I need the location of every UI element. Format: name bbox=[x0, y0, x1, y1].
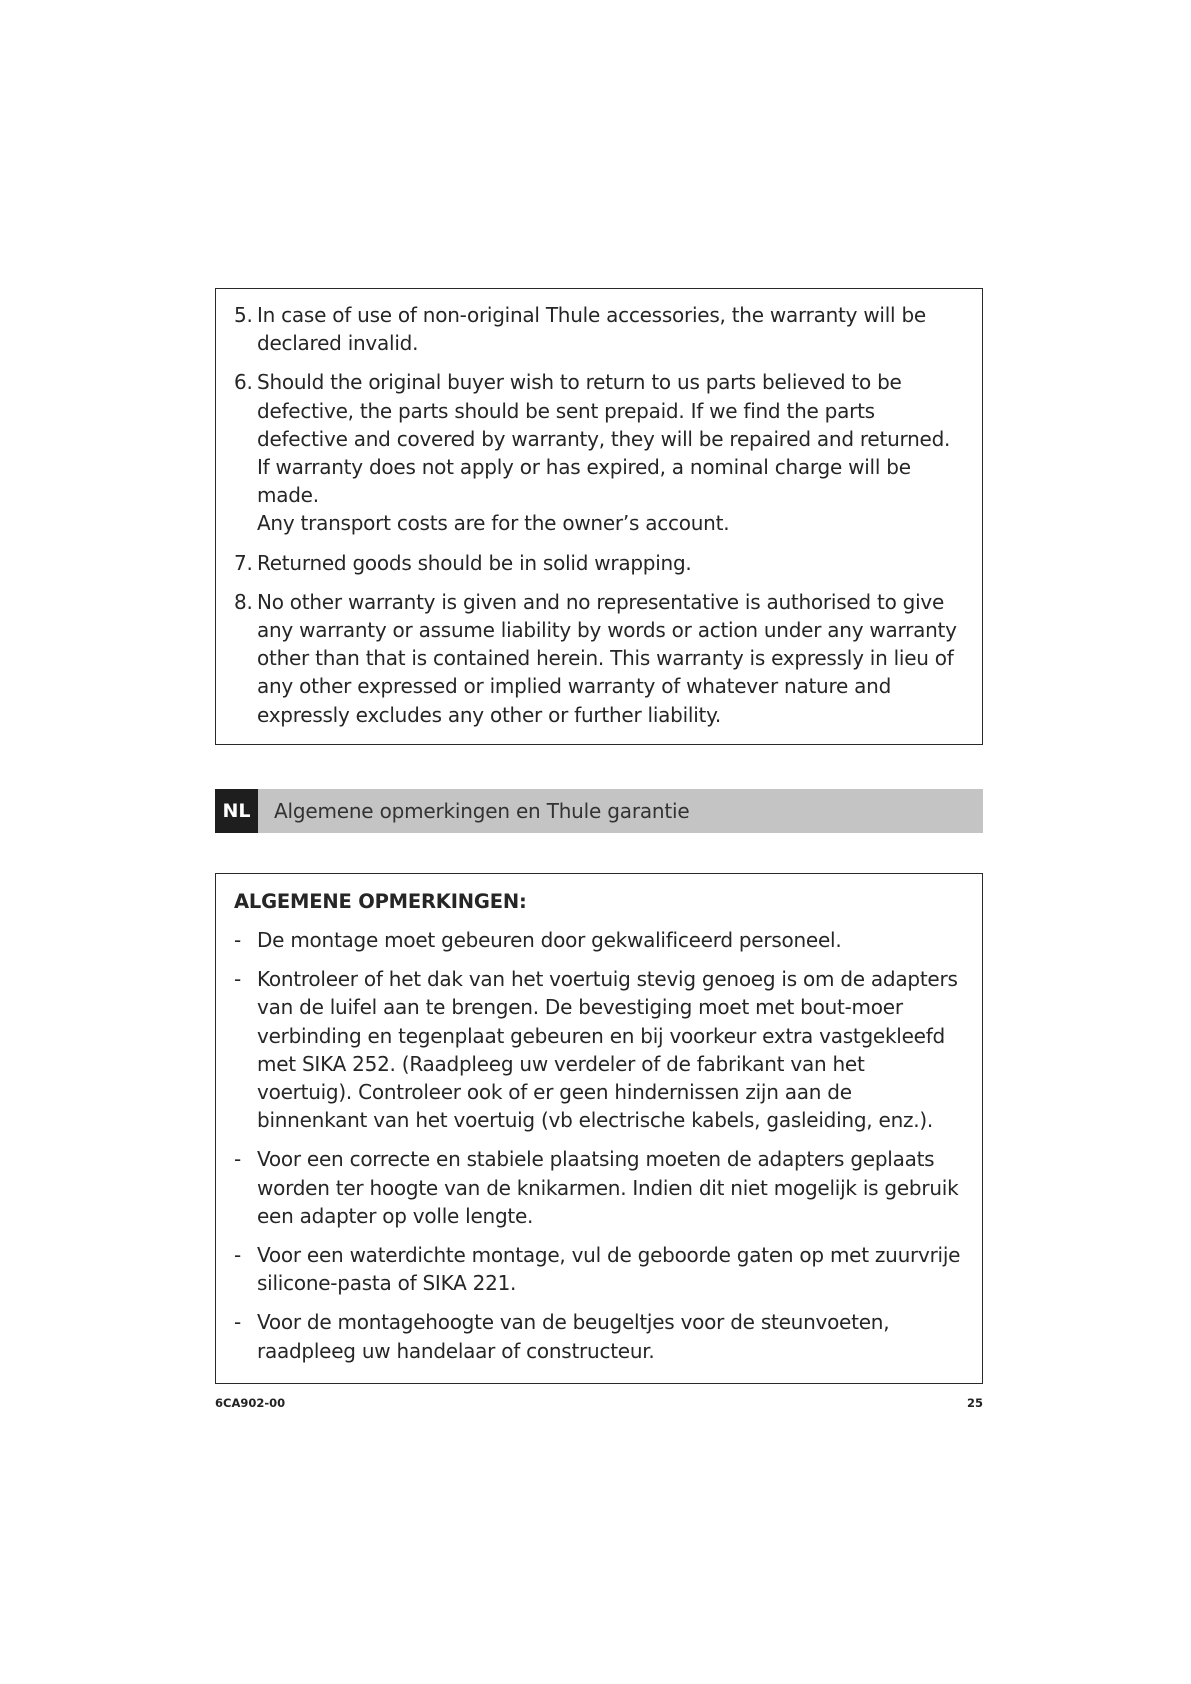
item-text-block bbox=[257, 368, 962, 537]
item-number: 8. bbox=[234, 589, 253, 614]
bullet-dash: - bbox=[234, 967, 241, 992]
warranty-item-8 bbox=[234, 588, 962, 729]
list-item-text: Voor een waterdichte montage, vul de geboorde gaten op met zuurvrije silicone-pasta of SIKA 221. bbox=[257, 1243, 961, 1296]
remarks-list bbox=[234, 926, 962, 1365]
section-title: Algemene opmerkingen en Thule garantie bbox=[274, 799, 690, 823]
warranty-item-5 bbox=[234, 301, 962, 357]
bullet-dash: - bbox=[234, 1147, 241, 1172]
general-remarks-box bbox=[215, 873, 983, 1384]
item-number: 6. bbox=[234, 370, 253, 395]
list-item bbox=[234, 1145, 962, 1230]
item-text: Should the original buyer wish to return to us parts believed to be defective, the parts should be sent prepaid. If we find the parts defective and covered by warranty, they will be repaired and returned. If warranty does not apply or has expired, a nominal charge will be made. bbox=[257, 370, 951, 508]
document-code: 6CA902-00 bbox=[215, 1396, 286, 1410]
bullet-dash: - bbox=[234, 1243, 241, 1268]
list-item bbox=[234, 1308, 962, 1364]
warranty-item-7 bbox=[234, 549, 962, 577]
list-item bbox=[234, 965, 962, 1134]
page-number: 25 bbox=[966, 1396, 983, 1410]
item-number: 7. bbox=[234, 550, 253, 575]
item-text-continued: Any transport costs are for the owner’s account. bbox=[257, 511, 730, 536]
list-item-text: De montage moet gebeuren door gekwalificeerd personeel. bbox=[257, 928, 842, 952]
warranty-item-6 bbox=[234, 368, 962, 537]
list-item-text: Kontroleer of het dak van het voertuig stevig genoeg is om de adapters van de luifel aan te brengen. De bevestiging moet met bout-moer verbinding en tegenplaat gebeuren en bij voorkeur extra vastgekleefd met SIKA 252. (Raadpleeg uw verdeler of de fabrikant van het voertuig). Controleer ook of er geen hindernissen zijn aan de binnenkant van het voertuig (vb electrische kabels, gasleiding, enz.). bbox=[257, 967, 958, 1133]
list-item-text: Voor de montagehoogte van de beugeltjes voor de steunvoeten, raadpleeg uw handelaar of constructeur. bbox=[257, 1310, 890, 1363]
remarks-heading: ALGEMENE OPMERKINGEN: bbox=[234, 890, 527, 913]
section-header-nl bbox=[215, 789, 983, 833]
list-item-text: Voor een correcte en stabiele plaatsing moeten de adapters geplaats worden ter hoogte van de knikarmen. Indien dit niet mogelijk is gebruik een adapter op volle lengte. bbox=[257, 1147, 959, 1228]
warranty-list bbox=[234, 301, 962, 729]
list-item bbox=[234, 926, 962, 954]
list-item bbox=[234, 1241, 962, 1297]
item-text: In case of use of non-original Thule accessories, the warranty will be declared invalid. bbox=[257, 303, 926, 356]
bullet-dash: - bbox=[234, 1310, 241, 1335]
warranty-conditions-box bbox=[215, 288, 983, 745]
item-number: 5. bbox=[234, 303, 253, 327]
bullet-dash: - bbox=[234, 928, 241, 952]
item-text: Returned goods should be in solid wrapping. bbox=[257, 550, 692, 575]
language-badge: NL bbox=[215, 789, 258, 833]
item-text: No other warranty is given and no representative is authorised to give any warranty or assume liability by words or action under any warranty other than that is contained herein. This warranty is expressly in lieu of any other expressed or implied warranty of whatever nature and expressly excludes any other or further liability. bbox=[257, 589, 957, 727]
